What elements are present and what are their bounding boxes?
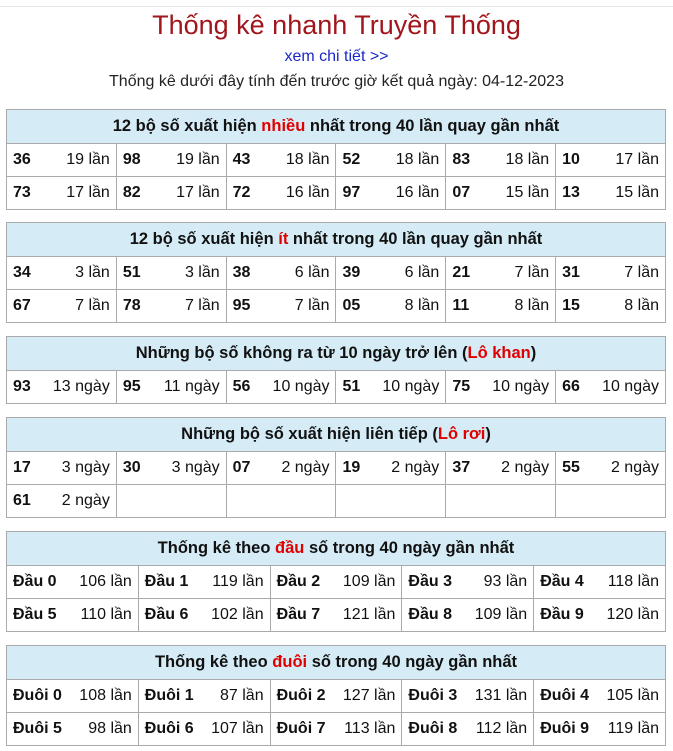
stat-value: 3 lần [75, 264, 110, 281]
stat-cell [116, 452, 226, 485]
header-text: nhất trong 40 lần quay gần nhất [288, 230, 543, 248]
stat-key: 95 [232, 297, 251, 314]
stat-value: 6 lần [404, 264, 440, 281]
stat-key: 05 [342, 297, 361, 314]
stat-key: 43 [232, 151, 251, 168]
stat-cell [116, 257, 226, 290]
stat-value: 3 ngày [171, 459, 220, 476]
stat-cell [556, 177, 666, 210]
header-text: Thống kê theo [154, 653, 273, 671]
stat-key: 83 [452, 151, 471, 168]
stat-cell [446, 371, 556, 404]
stat-cell [336, 257, 446, 290]
stat-key: 21 [452, 264, 471, 281]
stat-cell [556, 485, 666, 518]
stat-key: 36 [13, 151, 31, 168]
stat-cell [446, 485, 556, 518]
stat-value: 10 ngày [602, 378, 659, 395]
detail-link[interactable]: xem chi tiết >> [284, 48, 389, 65]
stat-cell [7, 177, 117, 210]
stat-key: Đầu 1 [144, 573, 189, 590]
header-highlight: đầu [275, 539, 305, 557]
stat-value: 17 lần [176, 184, 220, 201]
table-header [7, 110, 666, 144]
header-text: nhất trong 40 lần quay gần nhất [305, 117, 560, 135]
stat-value: 10 ngày [492, 378, 550, 395]
stat-value: 8 lần [624, 297, 659, 314]
stat-value: 18 lần [505, 151, 550, 168]
stat-cell [226, 371, 336, 404]
stat-key: 93 [13, 378, 31, 395]
stat-value: 106 lần [79, 573, 132, 590]
stat-key: Đuôi 6 [144, 720, 194, 737]
stat-cell [336, 144, 446, 177]
stat-key: 17 [13, 459, 31, 476]
stat-key: 78 [122, 297, 141, 314]
stat-cell [336, 290, 446, 323]
stat-value: 131 lần [474, 687, 528, 704]
stat-key: Đầu 9 [540, 606, 584, 623]
stat-value: 2 ngày [610, 459, 659, 476]
stat-value: 11 ngày [163, 378, 220, 395]
stat-key: 19 [342, 459, 361, 476]
table-header [7, 337, 666, 371]
stat-key: 31 [562, 264, 580, 281]
stat-value: 2 ngày [391, 459, 440, 476]
stat-key: 51 [342, 378, 361, 395]
stat-cell [446, 290, 556, 323]
stat-key: 11 [452, 297, 470, 314]
stat-cell [226, 144, 336, 177]
stat-value: 6 lần [294, 264, 330, 281]
stat-value: 3 ngày [61, 459, 110, 476]
stat-value: 3 lần [184, 264, 220, 281]
stat-cell [226, 257, 336, 290]
header-highlight: đuôi [272, 653, 308, 671]
stat-key: 75 [452, 378, 471, 395]
table-row [7, 290, 666, 323]
stat-value: 15 lần [505, 184, 550, 201]
stat-value: 13 ngày [52, 378, 110, 395]
stat-key: Đuôi 0 [13, 687, 62, 704]
stat-cell [534, 680, 666, 713]
stat-key: Đuôi 1 [144, 687, 194, 704]
stat-key: Đầu 6 [144, 606, 189, 623]
stat-cell [446, 144, 556, 177]
stat-value: 108 lần [79, 687, 132, 704]
stat-value: 16 lần [395, 184, 440, 201]
stat-cell [556, 452, 666, 485]
stat-cell [270, 599, 402, 632]
stat-cell [7, 290, 117, 323]
stat-cell [7, 144, 117, 177]
table-row [7, 144, 666, 177]
stat-key: Đầu 4 [540, 573, 584, 590]
stats-table [6, 531, 666, 632]
stat-value: 127 lần [342, 687, 396, 704]
stat-key: 55 [562, 459, 580, 476]
stat-value: 7 lần [294, 297, 330, 314]
stat-key: 15 [562, 297, 580, 314]
stat-value: 98 lần [88, 720, 132, 737]
stat-key: 82 [122, 184, 141, 201]
header-highlight: ít [278, 230, 289, 248]
stat-key: Đuôi 5 [13, 720, 62, 737]
stat-cell [556, 144, 666, 177]
stat-value: 110 lần [80, 606, 132, 623]
table-header [7, 646, 666, 680]
stat-cell [556, 290, 666, 323]
stat-value: 10 ngày [272, 378, 330, 395]
stat-value: 109 lần [342, 573, 396, 590]
stat-key: Đuôi 3 [408, 687, 458, 704]
stat-cell [226, 485, 336, 518]
stats-table [6, 109, 666, 210]
stat-key: 13 [562, 184, 580, 201]
stat-key: Đầu 3 [408, 573, 452, 590]
stat-value: 15 lần [615, 184, 659, 201]
stat-cell [270, 566, 402, 599]
stat-key: 51 [122, 264, 141, 281]
stats-table [6, 417, 666, 518]
header-highlight: nhiều [261, 117, 306, 135]
stat-cell [138, 680, 270, 713]
stat-cell [7, 566, 139, 599]
stat-cell [270, 713, 402, 746]
table-row [7, 599, 666, 632]
header-highlight: Lô khan [467, 344, 531, 362]
stat-cell [336, 177, 446, 210]
page-title: Thống kê nhanh Truyền Thống [152, 10, 521, 40]
stat-cell [402, 566, 534, 599]
page-subtitle: Thống kê dưới đây tính đến trước giờ kết quả ngày: 04-12-2023 [109, 73, 564, 90]
stat-value: 119 lần [212, 573, 264, 590]
stat-key: 39 [342, 264, 361, 281]
stat-key: 10 [562, 151, 580, 168]
stat-key: 07 [452, 184, 471, 201]
stat-value: 18 lần [285, 151, 330, 168]
stat-cell [116, 485, 226, 518]
table-row [7, 566, 666, 599]
stat-key: 34 [13, 264, 31, 281]
header-text: Những bộ số xuất hiện liên tiếp ( [181, 425, 438, 443]
table-header [7, 418, 666, 452]
header-text: 12 bộ số xuất hiện [112, 117, 262, 135]
stat-value: 112 lần [475, 720, 528, 737]
stat-cell [7, 485, 117, 518]
stat-cell [556, 371, 666, 404]
stat-value: 7 lần [624, 264, 659, 281]
stat-value: 87 lần [220, 687, 264, 704]
stat-cell [402, 599, 534, 632]
stat-cell [7, 371, 117, 404]
stat-key: Đầu 0 [13, 573, 57, 590]
stat-key: Đuôi 9 [540, 720, 590, 737]
stat-value: 17 lần [615, 151, 659, 168]
stat-cell [7, 680, 139, 713]
stat-cell [336, 371, 446, 404]
stat-key: Đầu 8 [408, 606, 452, 623]
stat-key: 61 [13, 492, 31, 509]
table-row [7, 257, 666, 290]
stat-cell [226, 452, 336, 485]
stat-key: 66 [562, 378, 580, 395]
stat-cell [7, 257, 117, 290]
stat-value: 16 lần [285, 184, 330, 201]
stat-cell [226, 290, 336, 323]
stat-cell [446, 177, 556, 210]
stat-value: 7 lần [514, 264, 550, 281]
stat-value: 8 lần [514, 297, 550, 314]
stat-cell [116, 177, 226, 210]
stat-cell [7, 599, 139, 632]
stat-key: 07 [232, 459, 251, 476]
header-text: ) [530, 344, 537, 362]
stat-value: 2 ngày [61, 492, 110, 509]
stat-value: 121 lần [342, 606, 396, 623]
stat-value: 7 lần [184, 297, 220, 314]
stat-value: 93 lần [483, 573, 528, 590]
stat-cell [226, 177, 336, 210]
stat-cell [556, 257, 666, 290]
header-text: ) [485, 425, 491, 443]
stat-key: 37 [452, 459, 471, 476]
stat-key: 73 [13, 184, 31, 201]
table-header [7, 223, 666, 257]
header-text: 12 bộ số xuất hiện [129, 230, 279, 248]
table-row [7, 485, 666, 518]
stat-value: 109 lần [474, 606, 528, 623]
stat-value: 105 lần [606, 687, 659, 704]
header-text: Thống kê theo [157, 539, 276, 557]
table-row [7, 177, 666, 210]
stat-key: Đầu 2 [276, 573, 321, 590]
stat-cell [138, 713, 270, 746]
stat-key: Đuôi 8 [408, 720, 458, 737]
stat-key: 72 [232, 184, 251, 201]
stat-cell [270, 680, 402, 713]
stat-value: 120 lần [606, 606, 659, 623]
stat-value: 107 lần [211, 720, 264, 737]
stat-value: 19 lần [176, 151, 220, 168]
table-row [7, 452, 666, 485]
stat-key: 30 [122, 459, 141, 476]
stat-cell [534, 713, 666, 746]
stat-value: 102 lần [211, 606, 264, 623]
header-text: số trong 40 ngày gần nhất [307, 653, 518, 671]
stat-value: 2 ngày [281, 459, 330, 476]
stat-value: 7 lần [75, 297, 110, 314]
table-header [7, 532, 666, 566]
stat-key: Đầu 7 [276, 606, 321, 623]
stat-value: 113 lần [344, 720, 396, 737]
stat-cell [336, 485, 446, 518]
stats-table [6, 222, 666, 323]
stat-cell [534, 566, 666, 599]
stat-cell [116, 290, 226, 323]
stat-key: 52 [342, 151, 361, 168]
stat-cell [446, 257, 556, 290]
stat-cell [138, 599, 270, 632]
stat-key: Đầu 5 [13, 606, 57, 623]
stat-cell [336, 452, 446, 485]
stat-cell [402, 680, 534, 713]
stat-value: 18 lần [395, 151, 440, 168]
stat-key: 95 [122, 378, 141, 395]
header-text: Những bộ số không ra từ 10 ngày trở lên ( [135, 344, 468, 362]
table-row [7, 713, 666, 746]
stat-key: Đuôi 2 [276, 687, 326, 704]
stat-cell [116, 144, 226, 177]
stat-cell [7, 452, 117, 485]
stats-table [6, 336, 666, 404]
header-highlight: Lô rơi [437, 425, 486, 443]
table-row [7, 680, 666, 713]
stat-value: 119 lần [607, 720, 659, 737]
stat-value: 118 lần [607, 573, 659, 590]
stat-cell [138, 566, 270, 599]
stat-value: 8 lần [404, 297, 440, 314]
table-row [7, 371, 666, 404]
stat-key: Đuôi 4 [540, 687, 590, 704]
header-text: số trong 40 ngày gần nhất [304, 539, 515, 557]
stats-table [6, 645, 666, 746]
stat-cell [446, 452, 556, 485]
stat-cell [7, 713, 139, 746]
stat-value: 10 ngày [382, 378, 440, 395]
stat-key: Đuôi 7 [276, 720, 326, 737]
stat-cell [116, 371, 226, 404]
stat-key: 67 [13, 297, 31, 314]
stat-key: 38 [232, 264, 251, 281]
stat-key: 98 [122, 151, 141, 168]
stat-key: 97 [342, 184, 361, 201]
stat-cell [402, 713, 534, 746]
stat-value: 17 lần [66, 184, 110, 201]
stat-value: 19 lần [66, 151, 110, 168]
top-divider [0, 6, 673, 7]
stat-value: 2 ngày [501, 459, 550, 476]
stat-key: 56 [232, 378, 251, 395]
stat-cell [534, 599, 666, 632]
